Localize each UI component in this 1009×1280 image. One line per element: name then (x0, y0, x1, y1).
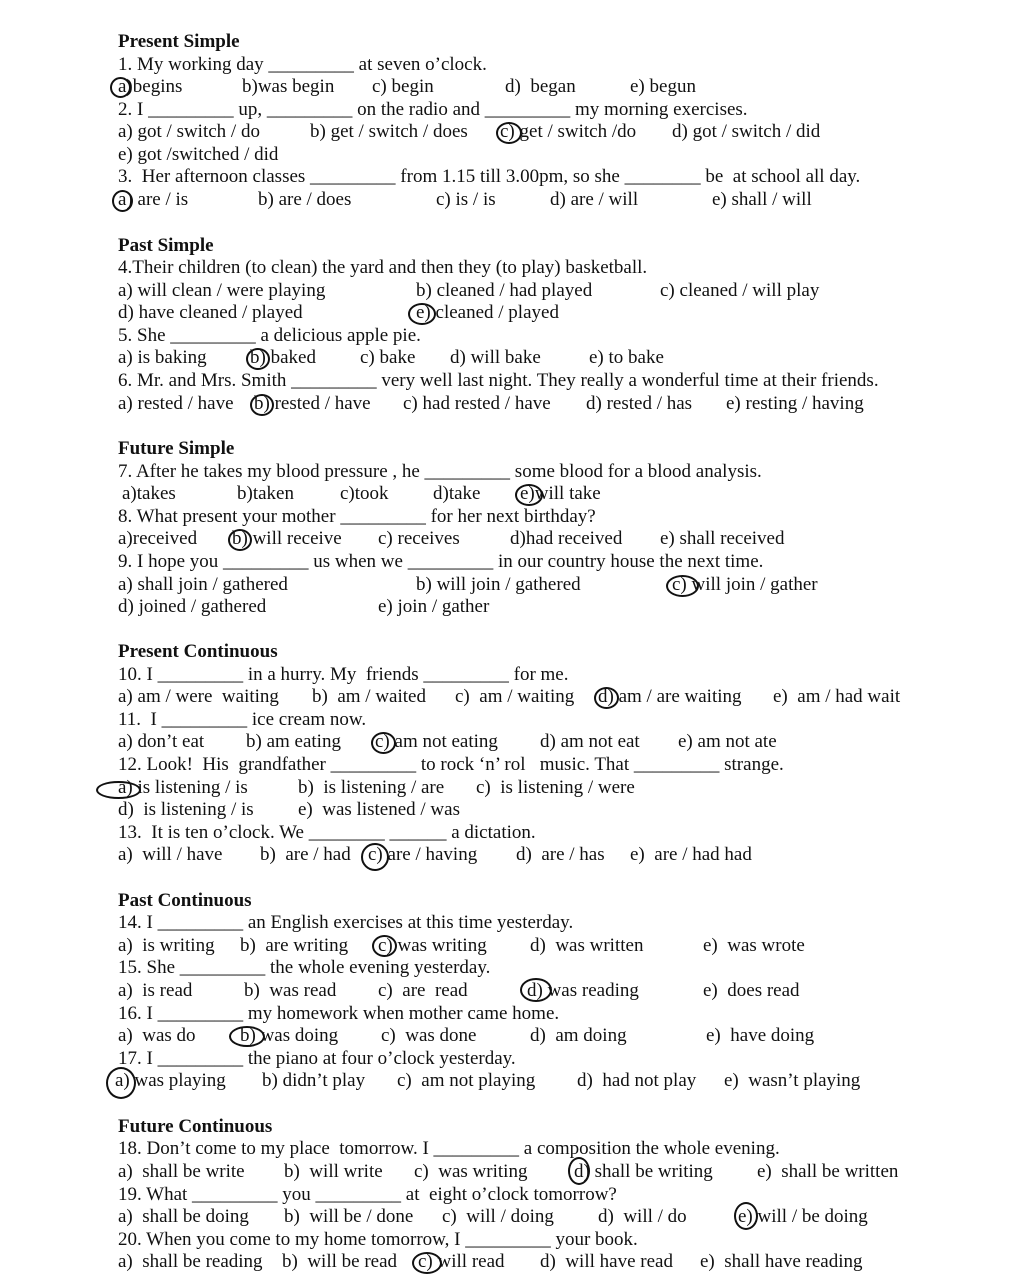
option: b) didn’t play (262, 1070, 366, 1091)
option: d)take (433, 483, 481, 504)
option: c) are read (378, 980, 468, 1001)
option: c)took (340, 483, 389, 504)
option: c) cleaned / will play (660, 280, 820, 301)
option: a) shall be reading (118, 1251, 263, 1272)
option: b) are / does (258, 189, 352, 210)
option: b) am / waited (312, 686, 426, 707)
option: c) was writing (378, 935, 487, 956)
option: d) will bake (450, 347, 541, 368)
option: a)received (118, 528, 198, 549)
answer-circle-mark (520, 978, 552, 1002)
option: d) was reading (527, 980, 639, 1001)
option: a)takes (122, 483, 176, 504)
option: c) am not playing (397, 1070, 536, 1091)
question-text: 12. Look! His grandfather _________ to rock ‘n’ rol music. That _________ strange. (118, 754, 784, 775)
option: d) is listening / is (118, 799, 254, 820)
option: d) began (505, 76, 576, 97)
section-title: Future Simple (118, 438, 235, 459)
option: e) are / had had (630, 844, 752, 865)
option: a) shall be write (118, 1161, 245, 1182)
option: a) don’t eat (118, 731, 205, 752)
option: b) was doing (240, 1025, 339, 1046)
option: a) shall be doing (118, 1206, 249, 1227)
option: d) will / do (598, 1206, 687, 1227)
option: a) is baking (118, 347, 207, 368)
option: e) cleaned / played (416, 302, 559, 323)
option: d) rested / has (586, 393, 693, 414)
question-text: 7. After he takes my blood pressure , he _________ some blood for a blood analysis. (118, 461, 762, 482)
option: c) bake (360, 347, 416, 368)
option: c) are / having (368, 844, 478, 865)
question-text: 11. I _________ ice cream now. (118, 709, 367, 730)
option: a) shall join / gathered (118, 574, 288, 595)
option: c) was writing (414, 1161, 528, 1182)
option: a) is listening / is (118, 777, 248, 798)
option: e) begun (630, 76, 696, 97)
question-text: 4.Their children (to clean) the yard and then they (to play) basketball. (118, 257, 648, 278)
option: b) will be / done (284, 1206, 414, 1227)
question-text: 8. What present your mother _________ for her next birthday? (118, 506, 596, 527)
option: c) begin (372, 76, 434, 97)
option: b) is listening / are (298, 777, 445, 798)
question-text: 16. I _________ my homework when mother came home. (118, 1003, 560, 1024)
option: a)begins (118, 76, 183, 97)
section-title: Future Continuous (118, 1116, 273, 1137)
answer-circle-mark (372, 935, 397, 957)
option: b) will be read (282, 1251, 398, 1272)
option: d) am / are waiting (598, 686, 742, 707)
option: d) am not eat (540, 731, 640, 752)
answer-circle-mark (361, 843, 389, 871)
option: d) will have read (540, 1251, 673, 1272)
option: d) got / switch / did (672, 121, 821, 142)
question-text: 3. Her afternoon classes _________ from 1.15 till 3.00pm, so she ________ be at school all day. (118, 166, 861, 187)
option: d) have cleaned / played (118, 302, 303, 323)
option: e) shall received (660, 528, 785, 549)
option: c) is / is (436, 189, 496, 210)
option: c) receives (378, 528, 460, 549)
answer-circle-mark (112, 190, 133, 212)
option: c) will / doing (442, 1206, 554, 1227)
answer-circle-mark (250, 394, 274, 416)
option: d) had not play (577, 1070, 697, 1091)
option: d) are / will (550, 189, 639, 210)
question-text: 13. It is ten o’clock. We ________ ______ a dictation. (118, 822, 536, 843)
answer-circle-mark (666, 575, 699, 597)
section-title: Past Continuous (118, 890, 252, 911)
option: e) was listened / was (298, 799, 460, 820)
option: b) was read (244, 980, 337, 1001)
option: e) to bake (589, 347, 664, 368)
section-title: Past Simple (118, 235, 214, 256)
option: c) am not eating (375, 731, 498, 752)
option: b) will join / gathered (416, 574, 581, 595)
option: e) shall have reading (700, 1251, 863, 1272)
option: e) will / be doing (738, 1206, 868, 1227)
answer-circle-mark (110, 77, 131, 98)
question-text: 2. I _________ up, _________ on the radio and _________ my morning exercises. (118, 99, 748, 120)
option: a) was playing (115, 1070, 226, 1091)
option: e) got /switched / did (118, 144, 279, 165)
answer-circle-mark (371, 732, 396, 754)
option: c) will join / gather (672, 574, 818, 595)
option: d) shall be writing (574, 1161, 713, 1182)
option: e)will take (520, 483, 601, 504)
option: b) rested / have (254, 393, 371, 414)
option: d) am doing (530, 1025, 627, 1046)
option: d) are / has (516, 844, 605, 865)
question-text: 1. My working day _________ at seven o’clock. (118, 54, 487, 75)
option: e) does read (703, 980, 800, 1001)
option: d) joined / gathered (118, 596, 267, 617)
option: e) shall be written (757, 1161, 899, 1182)
option: c) am / waiting (455, 686, 575, 707)
section-title: Present Simple (118, 31, 240, 52)
option: b) are / had (260, 844, 351, 865)
option: e) wasn’t playing (724, 1070, 861, 1091)
option: b) are writing (240, 935, 349, 956)
section-title: Present Continuous (118, 641, 278, 662)
option: a) will clean / were playing (118, 280, 326, 301)
option: e) have doing (706, 1025, 815, 1046)
option: e) was wrote (703, 935, 805, 956)
option: c) was done (381, 1025, 477, 1046)
question-text: 6. Mr. and Mrs. Smith _________ very well last night. They really a wonderful time at their friends. (118, 370, 879, 391)
option: a) rested / have (118, 393, 234, 414)
question-text: 20. When you come to my home tomorrow, I _________ your book. (118, 1229, 638, 1250)
answer-circle-mark (228, 529, 252, 551)
option: e) am / had wait (773, 686, 901, 707)
answer-circle-mark (408, 303, 436, 325)
option: b) am eating (246, 731, 341, 752)
option: a) am / were waiting (118, 686, 279, 707)
option: e) resting / having (726, 393, 864, 414)
option: a) is writing (118, 935, 215, 956)
answer-circle-mark (412, 1252, 442, 1274)
option: c) is listening / were (476, 777, 635, 798)
option: b) will write (284, 1161, 383, 1182)
question-text: 17. I _________ the piano at four o’clock yesterday. (118, 1048, 516, 1069)
option: e) am not ate (678, 731, 777, 752)
option: d) was written (530, 935, 644, 956)
question-text: 15. She _________ the whole evening yesterday. (118, 957, 491, 978)
answer-circle-mark (106, 1067, 136, 1099)
answer-circle-mark (229, 1026, 265, 1047)
option: b)was begin (242, 76, 335, 97)
option: a) is read (118, 980, 193, 1001)
answer-circle-mark (594, 687, 619, 709)
answer-circle-mark (96, 781, 141, 799)
question-text: 19. What _________ you _________ at eight o’clock tomorrow? (118, 1184, 617, 1205)
answer-circle-mark (568, 1157, 590, 1185)
question-text: 5. She _________ a delicious apple pie. (118, 325, 421, 346)
option: a) was do (118, 1025, 196, 1046)
option: a) will / have (118, 844, 223, 865)
option: b) baked (250, 347, 316, 368)
option: b)taken (237, 483, 294, 504)
question-text: 14. I _________ an English exercises at this time yesterday. (118, 912, 574, 933)
option: c) get / switch /do (500, 121, 637, 142)
question-text: 9. I hope you _________ us when we _________ in our country house the next time. (118, 551, 764, 572)
option: d)had received (510, 528, 623, 549)
option: a) got / switch / do (118, 121, 260, 142)
option: a) are / is (118, 189, 189, 210)
option: e) join / gather (378, 596, 490, 617)
question-text: 10. I _________ in a hurry. My friends _________ for me. (118, 664, 569, 685)
option: b) will receive (232, 528, 342, 549)
option: b) get / switch / does (310, 121, 468, 142)
question-text: 18. Don’t come to my place tomorrow. I _________ a composition the whole evening. (118, 1138, 780, 1159)
option: e) shall / will (712, 189, 812, 210)
option: c) had rested / have (403, 393, 551, 414)
option: b) cleaned / had played (416, 280, 593, 301)
answer-circle-mark (515, 484, 543, 506)
answer-circle-mark (246, 348, 270, 370)
answer-circle-mark (496, 122, 522, 144)
answer-circle-mark (734, 1202, 758, 1230)
option: c) will read (418, 1251, 505, 1272)
